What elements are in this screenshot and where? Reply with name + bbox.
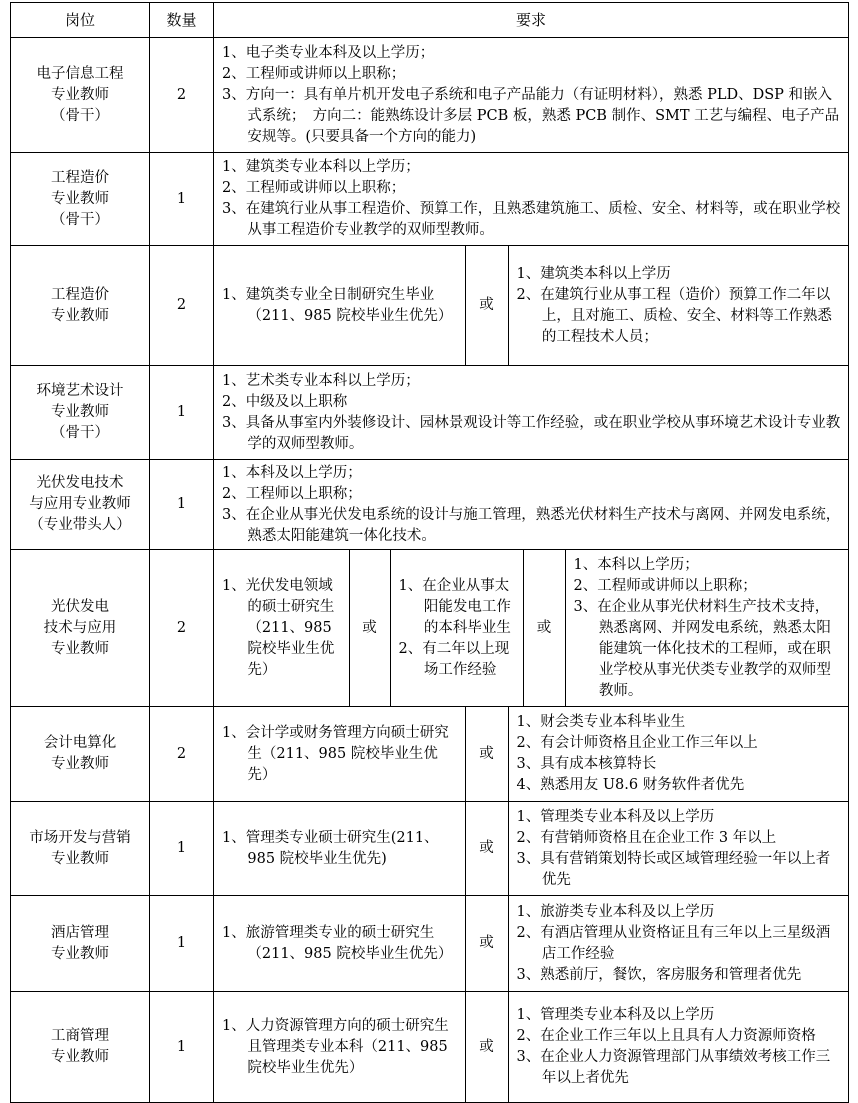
- position-line: 专业教师: [51, 1049, 109, 1065]
- position-line: 专业教师: [51, 756, 109, 772]
- requirement-item: 3、在企业人力资源管理部门从事绩效考核工作三年以上者优先: [516, 1049, 831, 1086]
- table-row: [11, 707, 849, 802]
- position-cell: [11, 246, 150, 366]
- position-line: （骨干）: [51, 425, 109, 441]
- option-a: [214, 992, 465, 1102]
- requirements-cell: [214, 246, 849, 366]
- header-position: 岗位: [11, 3, 150, 38]
- position-line: 光伏发电技术: [36, 475, 124, 491]
- table-row: [11, 366, 849, 460]
- position-line: （专业带头人）: [29, 517, 131, 533]
- option-a: [214, 802, 465, 895]
- options-table: [214, 550, 848, 706]
- position-line: 工程造价: [51, 169, 109, 186]
- requirement-item: 3、具有成本核算特长: [516, 756, 657, 772]
- position-cell: [11, 707, 150, 802]
- position-line: 技术与应用: [43, 619, 117, 636]
- requirements-cell: [214, 550, 849, 707]
- count-cell: 1: [150, 153, 214, 246]
- requirement-item: 2、在企业工作三年以上且具有人力资源师资格: [516, 1028, 816, 1044]
- position-line: 专业教师: [51, 850, 109, 867]
- options-table: [214, 992, 848, 1102]
- requirement-item: 1、人力资源管理方向的硕士研究生且管理类专业本科（211、985 院校毕业生优先）: [222, 1017, 449, 1076]
- option-a: [214, 550, 349, 706]
- requirement-item: 1、管理类专业本科及以上学历: [516, 1007, 715, 1023]
- header-count: 数量: [150, 3, 214, 38]
- option-b: [508, 802, 848, 895]
- position-line: 电子信息工程: [36, 65, 124, 82]
- requirements-cell: [214, 366, 849, 460]
- requirement-item: 2、有酒店管理从业资格证且有三年以上三星级酒店工作经验: [516, 924, 831, 962]
- requirement-item: 2、工程师或讲师以上职称；: [222, 65, 406, 82]
- or-label: 或: [523, 550, 565, 706]
- table-row: [11, 38, 849, 153]
- requirement-item: 2、工程师以上职称；: [222, 485, 362, 502]
- position-cell: [11, 153, 150, 246]
- requirement-item: 1、旅游类专业本科及以上学历: [516, 903, 715, 920]
- requirements-cell: [214, 802, 849, 896]
- position-cell: [11, 550, 150, 707]
- requirement-item: 1、建筑类专业本科以上学历；: [222, 159, 420, 175]
- or-label: 或: [465, 992, 508, 1102]
- requirement-item: 1、光伏发电领域的硕士研究生（211、985 院校毕业生优先）: [222, 577, 335, 678]
- option-b: [508, 896, 848, 991]
- header-row: [11, 3, 849, 38]
- requirement-item: 1、财会类专业本科毕业生: [516, 714, 686, 730]
- option-a: [214, 896, 465, 991]
- position-line: 会计电算化: [43, 735, 117, 751]
- requirement-item: 2、工程师或讲师以上职称；: [573, 577, 757, 594]
- requirement-item: 1、电子类专业本科及以上学历；: [222, 44, 435, 61]
- option-a: [214, 707, 465, 801]
- table-row: [11, 246, 849, 366]
- requirements-cell: [214, 707, 849, 802]
- position-line: 专业教师: [51, 404, 109, 420]
- position-line: 工商管理: [51, 1028, 109, 1044]
- job-requirements-table: [10, 2, 849, 1103]
- position-line: 专业教师: [51, 86, 109, 103]
- count-cell: 1: [150, 366, 214, 460]
- option-b: [508, 707, 848, 801]
- position-line: 市场开发与营销: [29, 829, 131, 846]
- position-line: （骨干）: [51, 211, 109, 228]
- requirement-item: 2、有会计师资格且企业工作三年以上: [516, 735, 758, 751]
- requirement-item: 1、本科以上学历；: [573, 556, 699, 573]
- or-label: 或: [465, 707, 508, 801]
- position-cell: [11, 992, 150, 1103]
- option-c: [565, 550, 848, 706]
- position-cell: [11, 366, 150, 460]
- options-table: [214, 246, 848, 365]
- position-line: （骨干）: [51, 107, 109, 124]
- requirement-item: 3、具有营销策划特长或区域管理经验一年以上者优先: [516, 850, 831, 888]
- count-cell: 2: [150, 707, 214, 802]
- position-line: 专业教师: [51, 945, 109, 962]
- requirement-item: 1、建筑类本科以上学历: [516, 265, 671, 282]
- requirement-item: 1、旅游管理类专业的硕士研究生（211、985 院校毕业生优先）: [222, 924, 453, 962]
- or-label: 或: [465, 896, 508, 991]
- table-row: [11, 460, 849, 550]
- header-requirements: 要求: [214, 3, 849, 38]
- table-row: [11, 802, 849, 896]
- position-line: 光伏发电: [51, 598, 109, 615]
- position-cell: [11, 38, 150, 153]
- table-row: [11, 550, 849, 707]
- count-cell: 2: [150, 550, 214, 707]
- count-cell: 2: [150, 38, 214, 153]
- requirements-cell: [214, 38, 849, 153]
- requirement-item: 3、在建筑行业从事工程造价、预算工作，且熟悉建筑施工、质检、安全、材料等，或在职业学校从事工程造价专业教学的双师型教师。: [222, 201, 841, 238]
- requirements-cell: [214, 153, 849, 246]
- count-cell: 2: [150, 246, 214, 366]
- requirement-item: 1、本科及以上学历；: [222, 464, 362, 481]
- options-table: [214, 896, 848, 991]
- option-b: [508, 246, 848, 365]
- count-cell: 1: [150, 896, 214, 992]
- requirement-item: 2、有营销师资格且在企业工作 3 年以上: [516, 829, 777, 846]
- count-cell: 1: [150, 802, 214, 896]
- requirement-item: 1、艺术类专业本科以上学历；: [222, 372, 420, 389]
- table-row: [11, 896, 849, 992]
- requirement-item: 2、工程师或讲师以上职称；: [222, 180, 406, 196]
- requirement-item: 3、在企业从事光伏材料生产技术支持，熟悉离网、并网发电系统，熟悉太阳能建筑一体化技术的工程师，或在职业学校从事光伏类专业教学的双师型教师。: [573, 598, 831, 699]
- position-line: 专业教师: [51, 190, 109, 207]
- requirement-item: 3、熟悉前厅，餐饮，客房服务和管理者优先: [516, 966, 802, 983]
- position-cell: [11, 460, 150, 550]
- requirement-item: 2、在建筑行业从事工程（造价）预算工作二年以上，且对施工、质检、安全、材料等工作熟悉的工程技术人员；: [516, 286, 832, 345]
- or-label: 或: [465, 802, 508, 895]
- requirement-item: 2、中级及以上职称: [222, 393, 348, 410]
- position-cell: [11, 896, 150, 992]
- requirements-cell: [214, 992, 849, 1103]
- requirements-cell: [214, 460, 849, 550]
- position-cell: [11, 802, 150, 896]
- requirement-item: 1、会计学或财务管理方向硕士研究生（211、985 院校毕业生优先）: [222, 724, 449, 783]
- or-label: 或: [349, 550, 390, 706]
- requirement-item: 3、在企业从事光伏发电系统的设计与施工管理，熟悉光伏材料生产技术与离网、并网发电系统，熟悉太阳能建筑一体化技术。: [222, 506, 841, 544]
- table-row: [11, 153, 849, 246]
- position-line: 工程造价: [51, 286, 109, 303]
- option-b: [390, 550, 523, 706]
- option-a: [214, 246, 465, 365]
- position-line: 专业教师: [51, 640, 109, 657]
- options-table: [214, 707, 848, 801]
- count-cell: 1: [150, 460, 214, 550]
- position-line: 酒店管理: [51, 924, 109, 941]
- requirement-item: 1、管理类专业硕士研究生(211、985 院校毕业生优先): [222, 829, 439, 867]
- option-b: [508, 992, 848, 1102]
- position-line: 与应用专业教师: [29, 496, 131, 512]
- or-label: 或: [465, 246, 508, 365]
- requirement-item: 4、熟悉用友 U8.6 财务软件者优先: [516, 777, 745, 793]
- position-line: 环境艺术设计: [36, 383, 124, 399]
- count-cell: 1: [150, 992, 214, 1103]
- requirements-cell: [214, 896, 849, 992]
- requirement-item: 1、管理类专业本科及以上学历: [516, 808, 715, 825]
- position-line: 专业教师: [51, 307, 109, 324]
- requirement-item: 2、有二年以上现场工作经验: [398, 640, 510, 678]
- requirement-item: 3、具备从事室内外装修设计、园林景观设计等工作经验，或在职业学校从事环境艺术设计专业教学的双师型教师。: [222, 414, 841, 452]
- requirement-item: 1、在企业从事太阳能发电工作的本科毕业生: [398, 577, 511, 636]
- table-row: [11, 992, 849, 1103]
- requirement-item: 3、方向一：具有单片机开发电子系统和电子产品能力（有证明材料），熟悉 PLD、DSP 和嵌入式系统； 方向二：能熟练设计多层 PCB 板，熟悉 PCB 制作、SMT 工艺与编程、电子产品安规等。(只要具备一个方向的能力): [222, 86, 840, 145]
- requirement-item: 1、建筑类专业全日制研究生毕业（211、985 院校毕业生优先）: [222, 286, 453, 324]
- options-table: [214, 802, 848, 895]
